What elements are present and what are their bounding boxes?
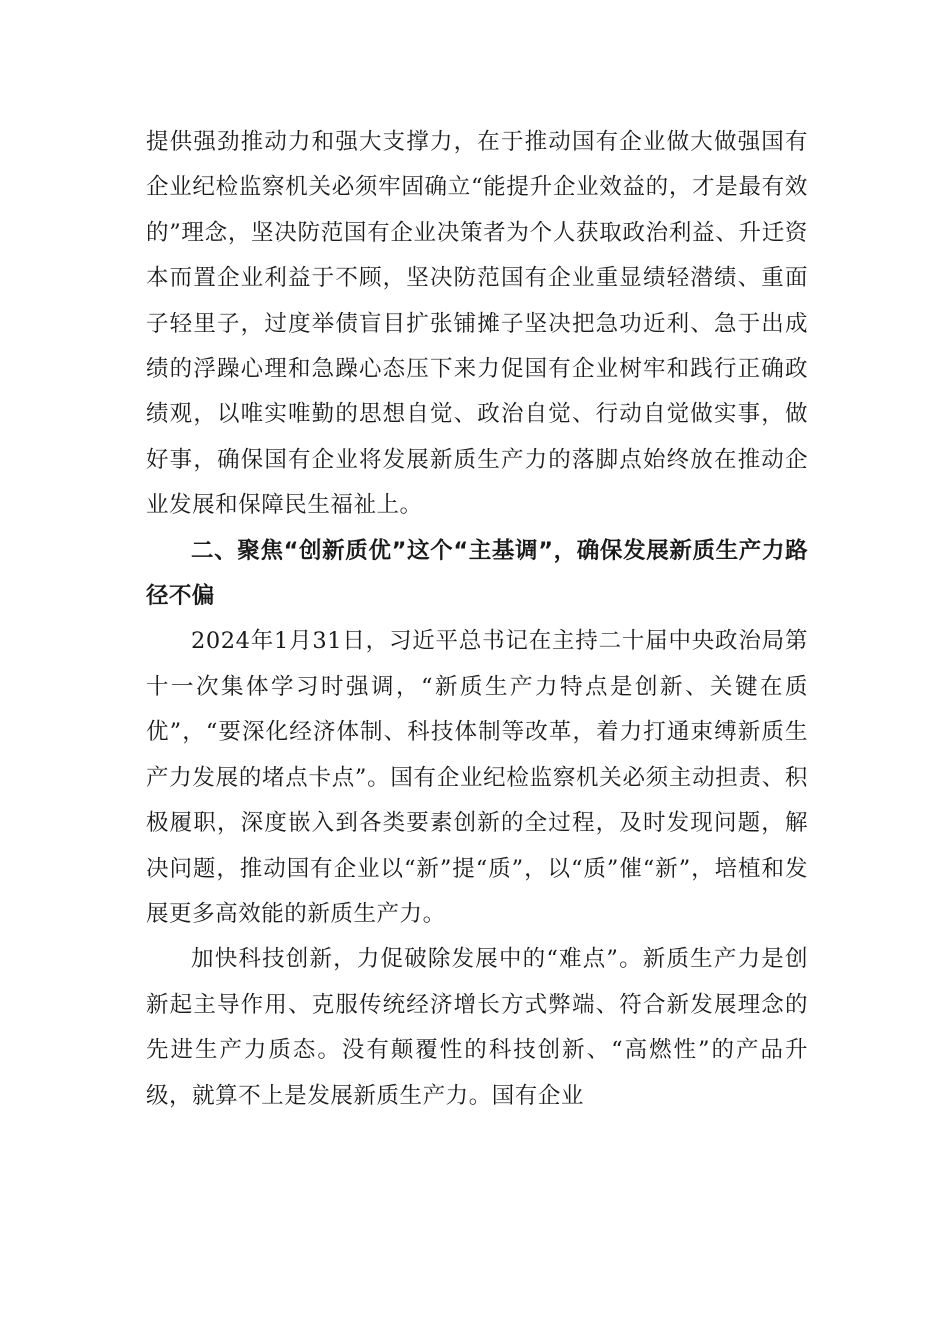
section-heading-2: 二、聚焦“创新质优”这个“主基调”，确保发展新质生产力路径不偏 [146,537,808,610]
paragraph-xi-quote: 2024年1月31日，习近平总书记在主持二十届中央政治局第十一次集体学习时强调，“新质生产力特点是创新、关键在质优”，“要深化经济体制、科技体制等改革，着力打通束缚新质生产力发展的堵点卡点”。国有企业纪检监察机关必须主动担责、积极履职，深度嵌入到各类要素创新的全过程，及时发现问题，解决问题，推动国有企业以“新”提“质”，以“质”催“新”，培植和发展更多高效能的新质生产力。 [146,628,808,927]
document-body [146,120,808,1119]
paragraph-tech-innovation: 加快科技创新，力促破除发展中的“难点”。新质生产力是创新起主导作用、克服传统经济增长方式弊端、符合新发展理念的先进生产力质态。没有颠覆性的科技创新、“高燃性”的产品升级，就算不上是发展新质生产力。国有企业 [146,946,808,1109]
paragraph-continuation: 提供强劲推动力和强大支撑力，在于推动国有企业做大做强国有企业纪检监察机关必须牢固确立“能提升企业效益的，才是最有效的”理念，坚决防范国有企业决策者为个人获取政治利益、升迁资本而置企业利益于不顾，坚决防范国有企业重显绩轻潜绩、重面子轻里子，过度举债盲目扩张铺摊子坚决把急功近利、急于出成绩的浮躁心理和急躁心态压下来力促国有企业树牢和践行正确政绩观，以唯实唯勤的思想自觉、政治自觉、行动自觉做实事，做好事，确保国有企业将发展新质生产力的落脚点始终放在推动企业发展和保障民生福祉上。 [146,129,808,519]
